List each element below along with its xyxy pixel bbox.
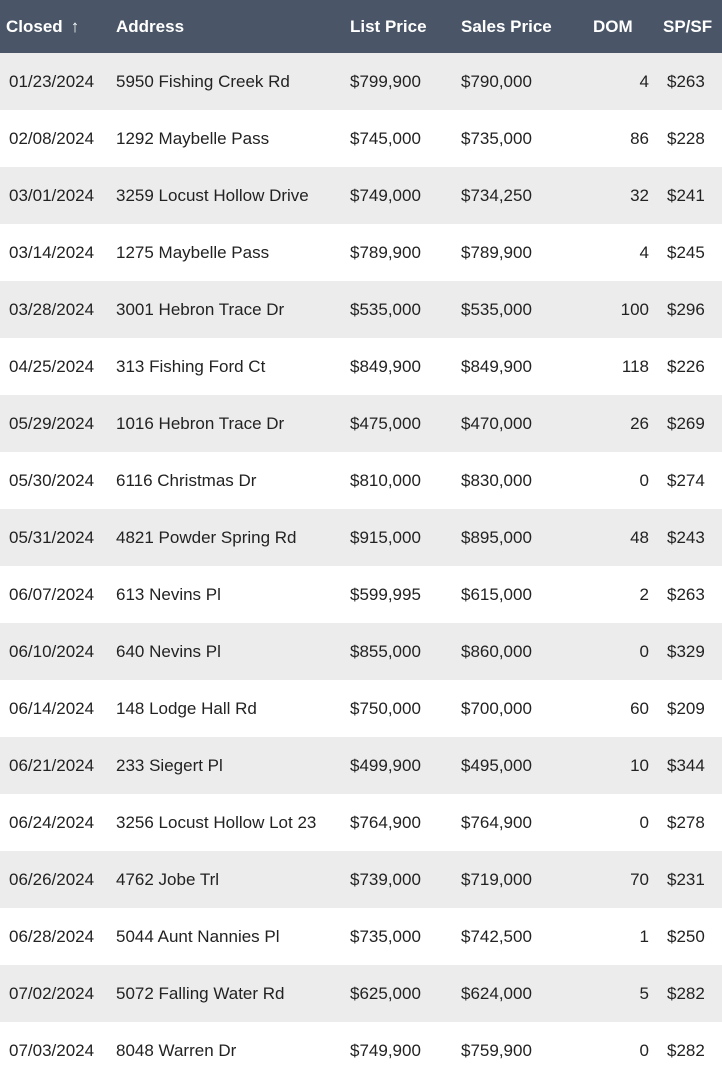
cell-sp-sf: $243: [667, 527, 705, 547]
cell-sp-sf: $269: [667, 413, 705, 433]
table-row[interactable]: [0, 623, 722, 680]
column-header-sales-price[interactable]: Sales Price: [461, 16, 552, 36]
cell-closed: 06/21/2024: [9, 755, 95, 775]
cell-sp-sf: $329: [667, 641, 705, 661]
column-header-sp-sf[interactable]: SP/SF: [663, 16, 713, 36]
cell-list-price: $475,000: [350, 413, 421, 433]
cell-sales-price: $789,900: [461, 242, 532, 262]
cell-list-price: $810,000: [350, 470, 421, 490]
cell-sales-price: $470,000: [461, 413, 532, 433]
cell-sp-sf: $263: [667, 71, 705, 91]
cell-sp-sf: $250: [667, 926, 705, 946]
table-row[interactable]: [0, 794, 722, 851]
table-row[interactable]: [0, 281, 722, 338]
cell-dom: 118: [621, 356, 649, 376]
cell-dom: 100: [620, 299, 649, 319]
cell-dom: 26: [630, 413, 649, 433]
cell-sp-sf: $278: [667, 812, 705, 832]
cell-list-price: $499,900: [350, 755, 421, 775]
cell-sales-price: $764,900: [461, 812, 532, 832]
column-header-closed[interactable]: [0, 0, 116, 53]
cell-dom: 1: [639, 926, 649, 946]
table-row[interactable]: [0, 908, 722, 965]
table-body: [0, 53, 722, 1078]
cell-sales-price: $535,000: [461, 299, 532, 319]
table-row[interactable]: [0, 1022, 722, 1078]
cell-sp-sf: $209: [667, 698, 705, 718]
cell-dom: 5: [639, 983, 649, 1003]
cell-list-price: $535,000: [350, 299, 421, 319]
cell-closed: 06/24/2024: [9, 812, 95, 832]
cell-closed: 06/26/2024: [9, 869, 95, 889]
cell-address: 148 Lodge Hall Rd: [116, 698, 257, 718]
cell-list-price: $739,000: [350, 869, 421, 889]
table-row[interactable]: [0, 851, 722, 908]
cell-sales-price: $495,000: [461, 755, 532, 775]
cell-sales-price: $624,000: [461, 983, 532, 1003]
cell-closed: 07/03/2024: [9, 1040, 95, 1060]
cell-sales-price: $735,000: [461, 128, 532, 148]
cell-closed: 06/28/2024: [9, 926, 95, 946]
cell-dom: 0: [639, 641, 649, 661]
cell-closed: 05/29/2024: [9, 413, 95, 433]
cell-closed: 07/02/2024: [9, 983, 95, 1003]
cell-list-price: $799,900: [350, 71, 421, 91]
cell-dom: 4: [639, 71, 649, 91]
table-header: [0, 0, 722, 53]
cell-list-price: $749,900: [350, 1040, 421, 1060]
column-header-closed-label: Closed: [6, 16, 63, 36]
cell-address: 3001 Hebron Trace Dr: [116, 299, 285, 319]
table-row[interactable]: [0, 167, 722, 224]
cell-list-price: $735,000: [350, 926, 421, 946]
cell-list-price: $745,000: [350, 128, 421, 148]
cell-sales-price: $790,000: [461, 71, 532, 91]
cell-address: 313 Fishing Ford Ct: [116, 356, 266, 376]
cell-sp-sf: $231: [667, 869, 705, 889]
table-row[interactable]: [0, 509, 722, 566]
cell-list-price: $625,000: [350, 983, 421, 1003]
cell-sales-price: $895,000: [461, 527, 532, 547]
cell-sp-sf: $263: [667, 584, 705, 604]
cell-sp-sf: $226: [667, 356, 705, 376]
cell-sp-sf: $241: [667, 185, 705, 205]
cell-closed: 03/01/2024: [9, 185, 95, 205]
cell-closed: 06/14/2024: [9, 698, 95, 718]
cell-address: 613 Nevins Pl: [116, 584, 221, 604]
sort-ascending-icon: ↑: [70, 16, 80, 36]
cell-closed: 05/31/2024: [9, 527, 95, 547]
cell-dom: 0: [639, 812, 649, 832]
cell-list-price: $849,900: [350, 356, 421, 376]
cell-closed: 06/10/2024: [9, 641, 95, 661]
cell-address: 5044 Aunt Nannies Pl: [116, 926, 280, 946]
cell-address: 640 Nevins Pl: [116, 641, 221, 661]
table-row[interactable]: [0, 110, 722, 167]
cell-address: 1016 Hebron Trace Dr: [116, 413, 285, 433]
cell-address: 5072 Falling Water Rd: [116, 983, 285, 1003]
header-row: [0, 0, 722, 53]
cell-list-price: $764,900: [350, 812, 421, 832]
cell-closed: 04/25/2024: [9, 356, 95, 376]
cell-sp-sf: $274: [667, 470, 705, 490]
cell-address: 1292 Maybelle Pass: [116, 128, 270, 148]
cell-closed: 06/07/2024: [9, 584, 95, 604]
table-row[interactable]: [0, 452, 722, 509]
cell-address: 3256 Locust Hollow Lot 23: [116, 812, 317, 832]
cell-closed: 05/30/2024: [9, 470, 95, 490]
table-row[interactable]: [0, 566, 722, 623]
cell-sales-price: $759,900: [461, 1040, 532, 1060]
cell-sales-price: $849,900: [461, 356, 532, 376]
cell-sales-price: $719,000: [461, 869, 532, 889]
cell-sp-sf: $245: [667, 242, 705, 262]
cell-sp-sf: $344: [667, 755, 705, 775]
cell-address: 233 Siegert Pl: [116, 755, 223, 775]
cell-list-price: $855,000: [350, 641, 421, 661]
column-header-list-price[interactable]: List Price: [350, 16, 427, 36]
cell-dom: 2: [639, 584, 649, 604]
cell-dom: 60: [630, 698, 649, 718]
cell-sales-price: $734,250: [461, 185, 532, 205]
cell-sales-price: $615,000: [461, 584, 532, 604]
cell-sales-price: $700,000: [461, 698, 532, 718]
cell-list-price: $750,000: [350, 698, 421, 718]
cell-sales-price: $860,000: [461, 641, 532, 661]
cell-list-price: $599,995: [350, 584, 421, 604]
cell-list-price: $749,000: [350, 185, 421, 205]
cell-dom: 86: [630, 128, 649, 148]
cell-sp-sf: $228: [667, 128, 705, 148]
cell-sp-sf: $282: [667, 1040, 705, 1060]
table-row[interactable]: [0, 53, 722, 110]
cell-sp-sf: $282: [667, 983, 705, 1003]
cell-dom: 10: [630, 755, 649, 775]
cell-list-price: $789,900: [350, 242, 421, 262]
table-row[interactable]: [0, 737, 722, 794]
cell-sales-price: $830,000: [461, 470, 532, 490]
table-row[interactable]: [0, 680, 722, 737]
cell-list-price: $915,000: [350, 527, 421, 547]
table-row[interactable]: [0, 224, 722, 281]
cell-closed: 02/08/2024: [9, 128, 95, 148]
cell-dom: 0: [639, 470, 649, 490]
cell-address: 4821 Powder Spring Rd: [116, 527, 297, 547]
table-row[interactable]: [0, 395, 722, 452]
table-row[interactable]: [0, 965, 722, 1022]
cell-dom: 70: [630, 869, 649, 889]
column-header-address[interactable]: Address: [116, 16, 185, 36]
table-row[interactable]: [0, 338, 722, 395]
cell-closed: 03/28/2024: [9, 299, 95, 319]
cell-address: 3259 Locust Hollow Drive: [116, 185, 309, 205]
cell-dom: 4: [639, 242, 649, 262]
cell-address: 6116 Christmas Dr: [116, 470, 257, 490]
cell-dom: 48: [630, 527, 649, 547]
cell-address: 1275 Maybelle Pass: [116, 242, 270, 262]
cell-address: 5950 Fishing Creek Rd: [116, 71, 290, 91]
cell-closed: 01/23/2024: [9, 71, 95, 91]
cell-dom: 32: [630, 185, 649, 205]
cell-sp-sf: $296: [667, 299, 705, 319]
cell-dom: 0: [639, 1040, 649, 1060]
cell-closed: 03/14/2024: [9, 242, 95, 262]
cell-address: 8048 Warren Dr: [116, 1040, 237, 1060]
column-header-dom[interactable]: DOM: [593, 16, 633, 36]
cell-sales-price: $742,500: [461, 926, 532, 946]
cell-address: 4762 Jobe Trl: [116, 869, 220, 889]
